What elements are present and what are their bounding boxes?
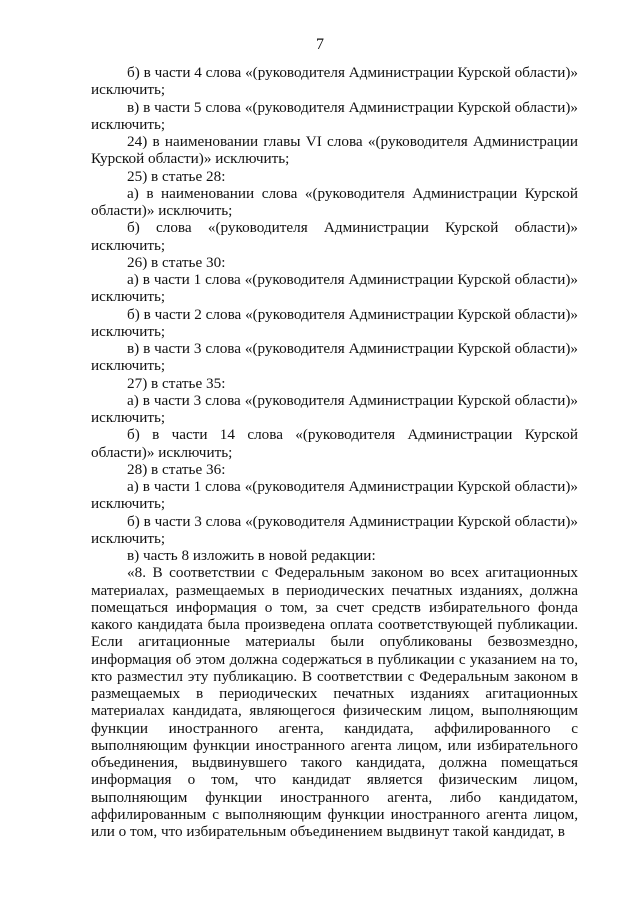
paragraph: в) в части 3 слова «(руководителя Администрации Курской области)» исключить; [91,340,578,375]
paragraph: 27) в статье 35: [127,374,226,392]
paragraph: б) в части 3 слова «(руководителя Администрации Курской области)» исключить; [91,512,578,547]
paragraph: в) часть 8 изложить в новой редакции: [127,547,376,564]
paragraph: б) в части 4 слова «(руководителя Администрации Курской области)» исключить; [91,64,578,99]
paragraph: а) в части 1 слова «(руководителя Администрации Курской области)» исключить; [91,478,578,513]
paragraph: б) в части 14 слова «(руководителя Администрации Курской области)» исключить; [91,426,578,461]
page-number: 7 [316,36,324,53]
paragraph: 26) в статье 30: [127,253,226,271]
paragraph: в) в части 5 слова «(руководителя Администрации Курской области)» исключить; [91,98,578,133]
paragraph: а) в наименовании слова «(руководителя Администрации Курской области)» исключить; [91,184,578,219]
paragraph: б) слова «(руководителя Администрации Курской области)» исключить; [91,219,578,254]
document-body [91,64,578,840]
paragraph: 24) в наименовании главы VI слова «(руководителя Администрации Курской области)» исключить; [91,133,578,168]
paragraph: а) в части 3 слова «(руководителя Администрации Курской области)» исключить; [91,391,578,426]
paragraph: 28) в статье 36: [127,460,226,478]
paragraph: 25) в статье 28: [127,167,226,185]
paragraph: «8. В соответствии с Федеральным законом во всех агитационных материалах, размещаемых в периодических печатных изданиях, должна помещаться информация о том, за счет средств избирательного фонда какого кандидата была произведена оплата соответствующей публикации. Если агитационные материалы были опубликованы безвозмездно, информация об этом должна содержаться в публикации с указанием на то, кто разместил эту публикацию. В соответствии с Федеральным законом в размещаемых в периодических печатных изданиях агитационных материалах кандидата, являющегося физическим лицом, выполняющим функции иностранного агента, кандидата, аффилированного с выполняющим функции иностранного агента лицом, или избирательного объединения, выдвинувшего такого кандидата, должна помещаться информация о том, что кандидат является физическим лицом, выполняющим функции иностранного агента, либо кандидатом, аффилированным с выполняющим функции иностранного агента лицом, или о том, что избирательным объединением выдвинут такой кандидат, в [91,564,578,840]
paragraph: а) в части 1 слова «(руководителя Администрации Курской области)» исключить; [91,271,578,306]
paragraph: б) в части 2 слова «(руководителя Администрации Курской области)» исключить; [91,305,578,340]
